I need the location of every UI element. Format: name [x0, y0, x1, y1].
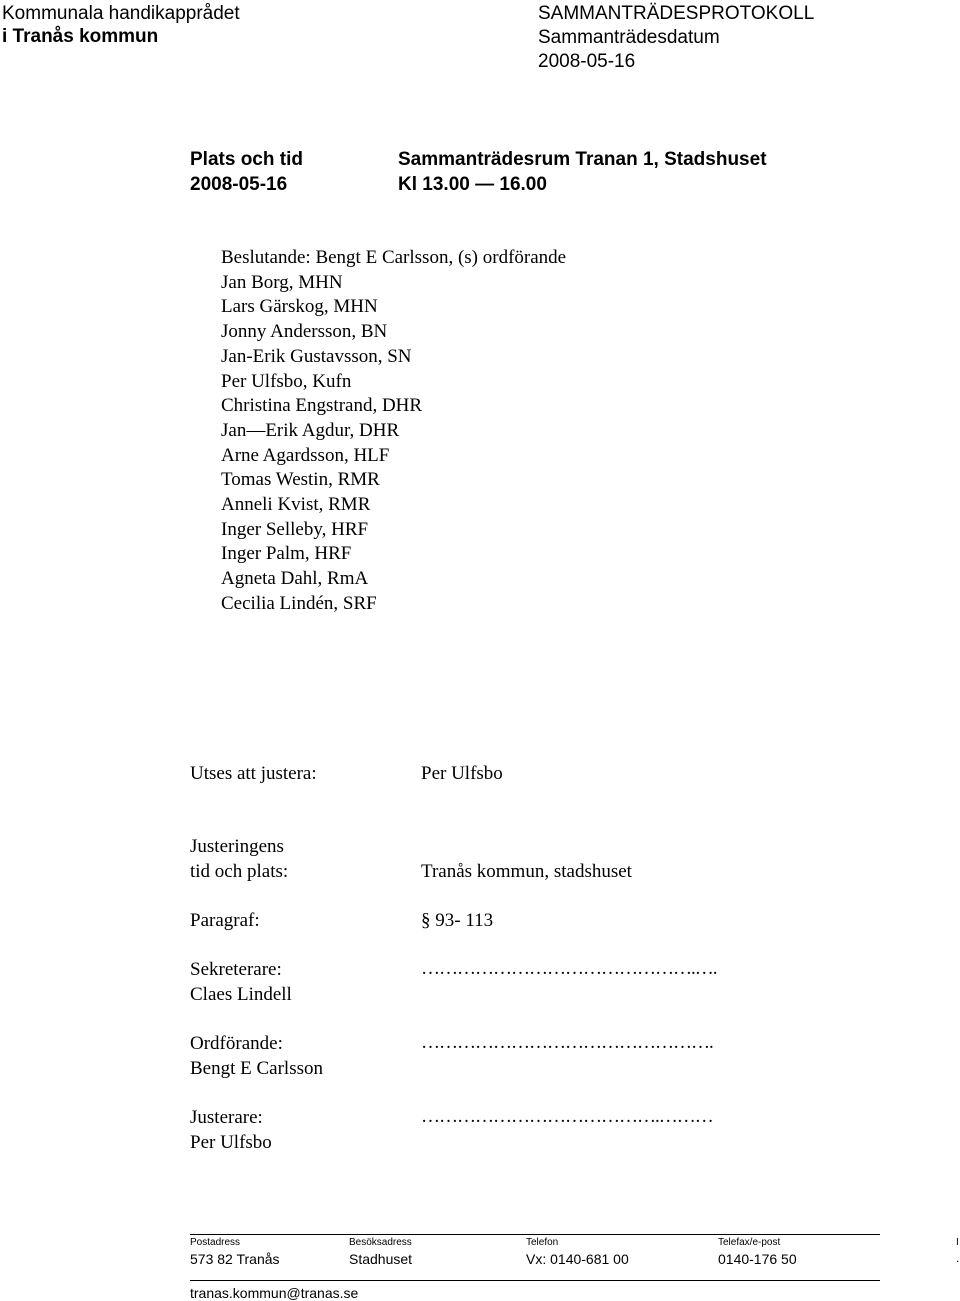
- document-type: SAMMANTRÄDESPROTOKOLL: [538, 3, 815, 24]
- adjustment-label: [190, 835, 288, 884]
- footer-email: tranas.kommun@tranas.se: [190, 1285, 359, 1301]
- footer-visit-address: Stadhuset: [349, 1251, 413, 1267]
- attendee-item: Lars Gärskog, MHN: [221, 296, 378, 318]
- adjuster-appointed-value: Per Ulfsbo: [421, 763, 503, 784]
- chair-label: Ordförande:: [190, 1033, 283, 1054]
- adjuster-signature-line: ………………………………….………: [421, 1106, 713, 1127]
- attendee-item: Per Ulfsbo, Kufn: [221, 370, 352, 392]
- adjuster-appointed-label: Utses att justera:: [190, 763, 317, 784]
- attendee-item: Jan Borg, MHN: [221, 271, 343, 293]
- footer-header-postal: Postadress: [190, 1237, 241, 1248]
- attendee-item: Christina Engstrand, DHR: [221, 395, 423, 417]
- attendee-item: Cecilia Lindén, SRF: [221, 592, 377, 614]
- document-header: [538, 2, 814, 74]
- attendee-item: Inger Palm, HRF: [221, 543, 352, 565]
- secretary-name: Claes Lindell: [190, 983, 292, 1005]
- secretary-label: Sekreterare:: [190, 959, 282, 980]
- organization-block: [2, 2, 240, 48]
- adjuster-label: Justerare:: [190, 1107, 263, 1128]
- place-label: Plats och tid: [190, 149, 303, 170]
- date-value: 2008-05-16: [538, 51, 636, 72]
- chair-signature-line: ………………………………………….: [421, 1032, 713, 1053]
- footer-bottom-rule: [190, 1280, 880, 1281]
- adjustment-value: Tranås kommun, stadshuset: [421, 861, 632, 882]
- organization-name: Kommunala handikapprådet: [2, 3, 240, 24]
- paragraph-value: § 93- 113: [421, 910, 494, 931]
- attendee-item: Anneli Kvist, RMR: [221, 494, 371, 516]
- chair-block: [190, 1032, 323, 1081]
- footer-edge-mark: I: [956, 1237, 959, 1248]
- chair-name: Bengt E Carlsson: [190, 1057, 323, 1079]
- footer-edge-dot: .: [956, 1251, 960, 1265]
- organization-municipality: i Tranås kommun: [2, 26, 159, 47]
- date-label: Sammanträdesdatum: [538, 27, 720, 48]
- adjuster-block: [190, 1106, 272, 1155]
- footer-fax: 0140-176 50: [718, 1251, 797, 1267]
- attendee-item: Agneta Dahl, RmA: [221, 568, 369, 590]
- attendee-item: Jan—Erik Agdur, DHR: [221, 419, 400, 441]
- footer-header-phone: Telefon: [526, 1237, 559, 1248]
- footer-header-visit: Besöksadress: [349, 1237, 412, 1248]
- meeting-date: 2008-05-16: [190, 174, 288, 195]
- meeting-time: Kl 13.00 — 16.00: [398, 174, 547, 195]
- attendee-item: Arne Agardsson, HLF: [221, 444, 390, 466]
- attendee-item: Tomas Westin, RMR: [221, 469, 380, 491]
- footer-phone: Vx: 0140-681 00: [526, 1251, 629, 1267]
- secretary-signature-line: ……………………………………….….: [421, 958, 717, 979]
- attendee-item: Inger Selleby, HRF: [221, 518, 369, 540]
- attendee-list: [221, 246, 566, 617]
- footer-postal-address: 573 82 Tranås: [190, 1251, 280, 1267]
- attendee-item: Jonny Andersson, BN: [221, 321, 388, 343]
- place-value: Sammanträdesrum Tranan 1, Stadshuset: [398, 149, 767, 170]
- footer-top-rule: [190, 1234, 880, 1235]
- adjuster-name: Per Ulfsbo: [190, 1131, 272, 1153]
- paragraph-label: Paragraf:: [190, 910, 260, 931]
- secretary-block: [190, 958, 292, 1007]
- adjustment-label-line2: tid och plats:: [190, 860, 289, 882]
- attendee-item: Jan-Erik Gustavsson, SN: [221, 345, 412, 367]
- adjustment-label-line1: Justeringens: [190, 836, 284, 857]
- decision-makers-line: Beslutande: Bengt E Carlsson, (s) ordförande: [221, 247, 567, 268]
- footer-header-fax-email: Telefax/e-post: [718, 1237, 781, 1248]
